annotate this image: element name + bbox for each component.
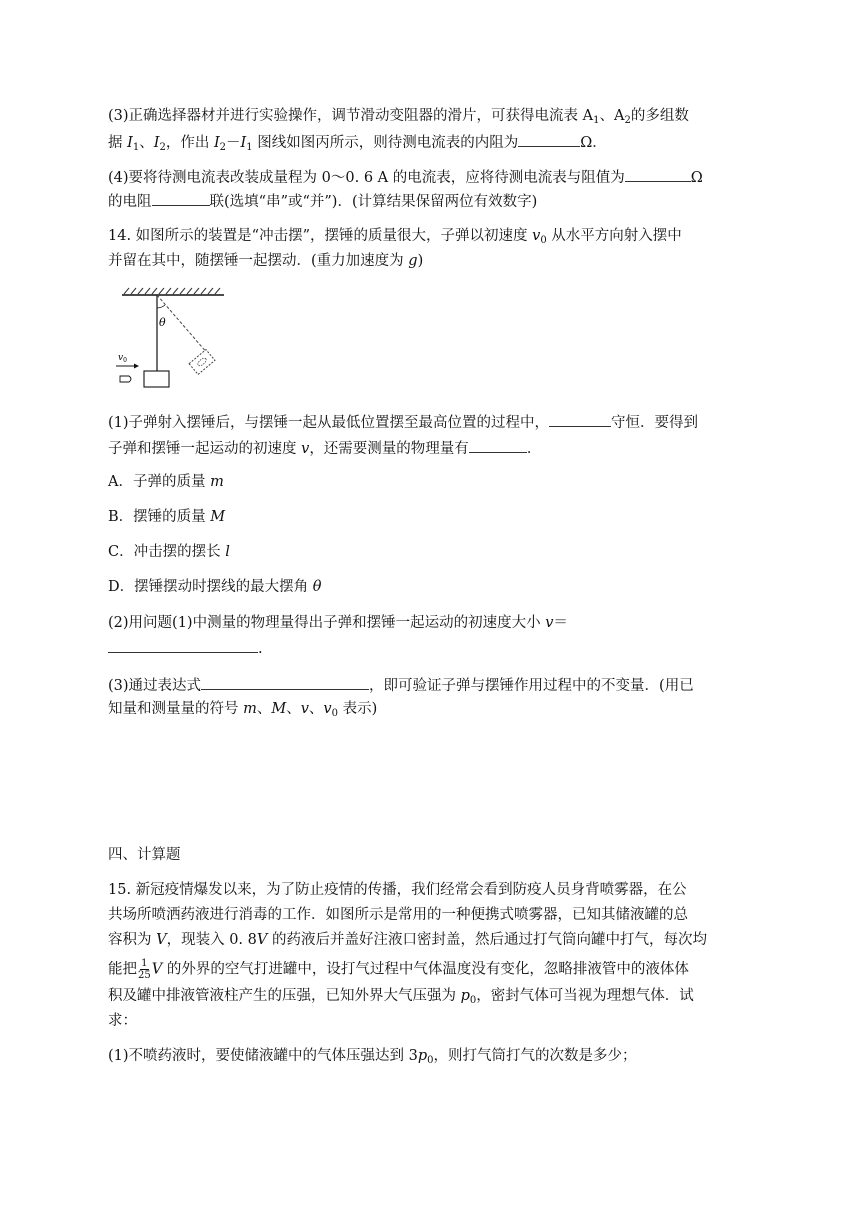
var-v: v <box>301 441 310 457</box>
arrowhead <box>134 364 139 369</box>
text: ，则打气筒打气的次数是多少； <box>433 1048 637 1064</box>
q15-line5 <box>108 986 694 1006</box>
theta-label: θ <box>159 316 166 329</box>
text: 联(选填“串”或“并”)．(计算结果保留两位有效数字) <box>209 194 538 210</box>
text: 的电阻 <box>108 194 152 210</box>
answer-blank[interactable] <box>152 190 210 206</box>
text: 的外界的空气打进罐中，设打气过程中气体温度没有变化，忽略排液管中的液体体 <box>162 961 689 978</box>
text: 14. 如图所示的装置是“冲击摆”，摆锤的质量很大，子弹以初速度 <box>108 228 533 244</box>
var-M: M <box>271 701 287 717</box>
text: ，作出 <box>165 135 214 151</box>
q14-part1-line1 <box>108 411 698 433</box>
text: 、 <box>308 701 324 717</box>
deflected-bob <box>189 350 215 375</box>
text: 容积为 <box>108 932 157 948</box>
var-v: v <box>545 615 554 631</box>
text: (4)要将待测电流表改装成量程为 0～0. 6 A 的电流表，应将待测电流表与阻值为 <box>108 170 625 186</box>
option-text: A．子弹的质量 <box>108 474 211 490</box>
text: 图线如图丙所示，则待测电流表的内阻为 <box>252 135 519 151</box>
text: 、 <box>286 701 301 717</box>
q15-line6: 求： <box>108 1013 137 1029</box>
answer-blank[interactable] <box>518 131 580 147</box>
text: (1)子弹射入摆锤后，与摆锤一起从最低位置摆至最高位置的过程中， <box>108 415 550 431</box>
option-text: B．摆锤的质量 <box>108 509 211 525</box>
option-text: D．摆锤摆动时摆线的最大摆角 <box>108 579 313 595</box>
answer-blank[interactable] <box>549 411 611 427</box>
var-V: V <box>156 932 167 948</box>
option-text: C．冲击摆的摆长 <box>108 544 226 560</box>
var-p: p <box>417 1048 428 1064</box>
text: 能把 <box>108 961 137 978</box>
answer-blank[interactable] <box>625 166 691 182</box>
section-title: 四、计算题 <box>108 847 181 863</box>
subscript: 2 <box>219 142 227 153</box>
text: Ω <box>690 170 703 186</box>
option-a[interactable] <box>108 472 224 492</box>
q14-part3-line2 <box>108 699 377 719</box>
q14-part3-line1 <box>108 674 694 696</box>
ceiling-support <box>122 288 224 295</box>
v0-label: $v_0$ <box>118 353 127 364</box>
subscript: 0 <box>540 235 547 246</box>
subscript: 2 <box>159 142 166 153</box>
var-I: I <box>240 135 247 151</box>
text: (1)不喷药液时，要使储液罐中的气体压强达到 3 <box>108 1048 418 1064</box>
angle-arc <box>157 305 165 308</box>
q15-line2: 共场所喷洒药液进行消毒的工作．如图所示是常用的一种便携式喷雾器，已知其储液罐的总 <box>108 907 688 923</box>
text: 并留在其中，随摆锤一起摆动．(重力加速度为 <box>108 253 409 269</box>
var-V: V <box>151 961 163 978</box>
var-theta: θ <box>312 579 322 595</box>
answer-blank[interactable] <box>469 437 527 453</box>
subscript: 1 <box>246 142 253 153</box>
q14-part2-line2 <box>108 637 263 659</box>
q14-intro-line2 <box>108 251 423 271</box>
pendulum-bob <box>144 371 169 387</box>
q13-part4-line2 <box>108 190 537 212</box>
q14-intro-line1 <box>108 226 682 246</box>
q15-line3 <box>108 930 707 950</box>
text: ，现装入 0. 8 <box>166 932 257 948</box>
text: ，还需要测量的物理量有 <box>309 441 469 457</box>
text: (3)通过表达式 <box>108 678 202 694</box>
var-v0: v <box>323 701 332 717</box>
text: 积及罐中排液管液柱产生的压强，已知外界大气压强为 <box>108 988 461 1004</box>
text: ) <box>417 253 424 269</box>
fraction <box>138 958 151 981</box>
var-I: I <box>213 135 220 151</box>
text: 、 <box>256 701 272 717</box>
bullet <box>120 376 131 382</box>
var-v: v <box>300 701 309 717</box>
subscript: 0 <box>427 1055 434 1066</box>
subscript: 1 <box>593 115 600 126</box>
q13-part4-line1 <box>108 166 703 188</box>
text: 守恒．要得到 <box>611 415 699 431</box>
ballistic-pendulum-figure <box>112 286 232 392</box>
text: ，即可验证子弹与摆锤作用过程中的不变量．(用已 <box>369 678 694 694</box>
subscript: 0 <box>331 708 338 719</box>
answer-blank[interactable] <box>201 674 369 690</box>
text: 子弹和摆锤一起运动的初速度 <box>108 441 302 457</box>
var-I: I <box>153 135 160 151</box>
q14-part2-line1 <box>108 613 568 633</box>
text: ＝ <box>553 615 568 631</box>
var-v: v <box>532 228 541 244</box>
text: (2)用问题(1)中测量的物理量得出子弹和摆锤一起运动的初速度大小 <box>108 615 546 631</box>
q13-part3-line1 <box>108 106 689 126</box>
option-c[interactable] <box>108 542 230 562</box>
q14-part1-line2 <box>108 437 541 459</box>
text: 知量和测量量的符号 <box>108 701 244 717</box>
option-b[interactable] <box>108 507 225 527</box>
q15-part1 <box>108 1046 637 1066</box>
text: . <box>258 641 263 657</box>
var-l: l <box>225 544 230 560</box>
text: ． <box>526 441 542 457</box>
fraction-denominator: 25 <box>138 970 151 981</box>
var-I: I <box>127 135 133 151</box>
text: － <box>226 135 241 151</box>
var-m: m <box>243 701 257 717</box>
text: 、A <box>599 108 625 124</box>
subscript: 1 <box>132 142 140 153</box>
text: 表示) <box>338 701 378 717</box>
q15-line1: 15. 新冠疫情爆发以来，为了防止疫情的传播，我们经常会看到防疫人员身背喷雾器，在公 <box>108 882 687 898</box>
var-V: V <box>256 932 268 948</box>
var-g: g <box>408 253 418 269</box>
text: 的药液后并盖好注液口密封盖，然后通过打气筒向罐中打气，每次均 <box>267 932 707 948</box>
text: 从水平方向射入摆中 <box>546 228 682 244</box>
option-d[interactable] <box>108 577 321 597</box>
text: 据 <box>108 135 128 151</box>
fraction-numerator: 1 <box>141 958 148 969</box>
answer-blank[interactable] <box>108 637 258 653</box>
q13-part3-line2 <box>108 131 607 153</box>
text: Ω． <box>580 135 607 151</box>
var-p: p <box>460 988 470 1004</box>
text: 、 <box>139 135 154 151</box>
subscript: 2 <box>624 115 631 126</box>
var-m: m <box>210 474 224 490</box>
text: ，密封气体可当视为理想气体．试 <box>476 988 694 1004</box>
var-M: M <box>210 509 226 525</box>
text: (3)正确选择器材并进行实验操作，调节滑动变阻器的滑片，可获得电流表 A <box>108 108 594 124</box>
text: 的多组数 <box>630 108 689 124</box>
subscript: 0 <box>469 995 477 1006</box>
q15-line4 <box>108 958 689 981</box>
